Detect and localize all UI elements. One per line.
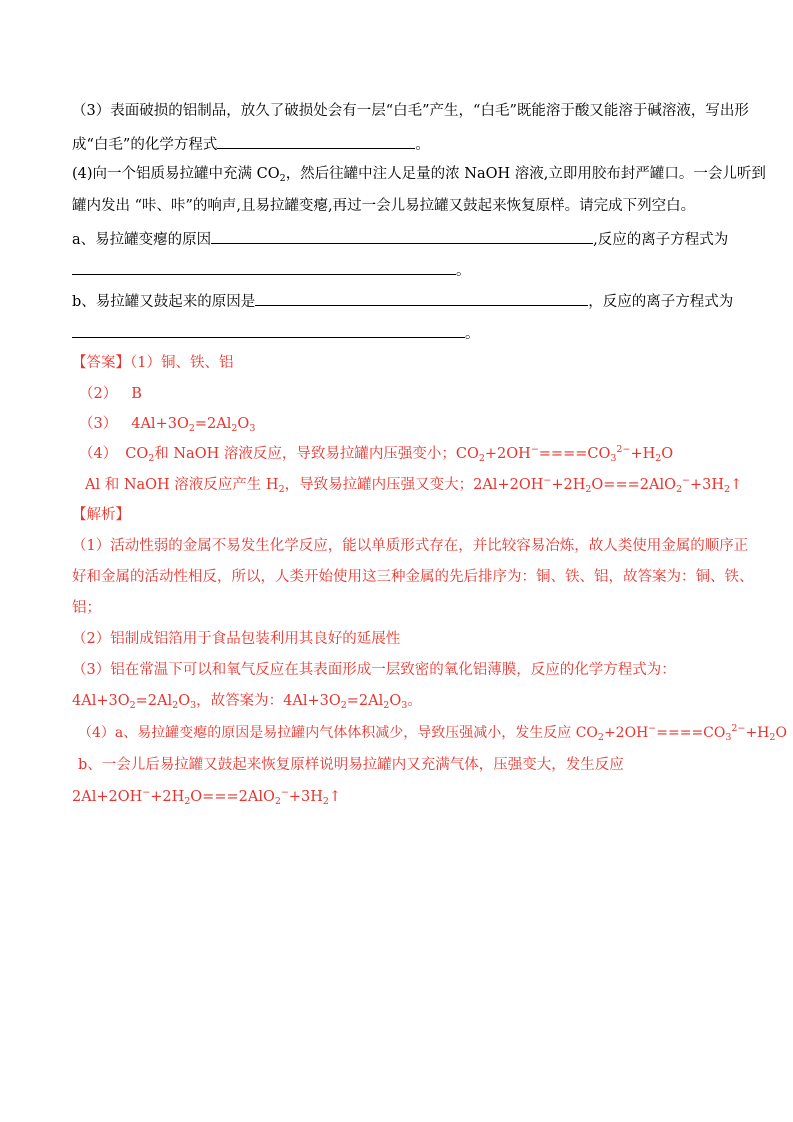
q4-line-1: (4)向一个铝质易拉罐中充满 $CO_2$，然后往罐中注人足量的浓 NaOH 溶液,立即用胶布封严罐口。一会儿听到 [72,166,766,184]
answer-3: （3） $4Al+3O_2=2Al_2O_3$ [79,416,256,434]
q3-line-2: 成“白毛”的化学方程式 。 [72,133,430,155]
q4-line-2: 罐内发出 “咔、咔”的响声,且易拉罐变瘪,再过一会儿易拉罐又鼓起来恢复原样。请完成下列空白。 [72,198,696,214]
analysis-4-line-3: $2Al+2OH^-+2H_2O===2AlO_2^-+3H_2↑$ [72,787,342,807]
q3-answer-blank[interactable] [217,133,415,149]
analysis-1-line-2: 好和金属的活动性相反，所以，人类开始使用这三种金属的先后排序为：铜、铁、铝，故答案为：铜、铁、 [72,569,754,585]
analysis-3-line-1: （3）铝在常温下可以和氧气反应在其表面形成一层致密的氧化铝薄膜，反应的化学方程式为： [72,662,676,678]
qb-line-2: 。 [72,322,480,344]
analysis-header: 【解析】 [72,507,130,523]
qa-reason-blank[interactable] [211,228,593,244]
analysis-1-line-1: （1）活动性弱的金属不易发生化学反应，能以单质形式存在，并比较容易冶炼，故人类使用金属的顺序正 [72,538,749,554]
q3-text: （3）表面破损的铝制品，放久了破损处会有一层“白毛”产生，“白毛”既能溶于酸又能溶于碱溶液，写出形 [72,103,749,119]
qb-equation-blank[interactable] [72,322,465,338]
q3-prompt: 成“白毛”的化学方程式 [72,137,218,153]
qa-line-2: 。 [72,259,471,281]
qb-reason-blank[interactable] [255,290,588,306]
analysis-4-line-1: （4）a、易拉罐变瘪的原因是易拉罐内气体体积减少，导致压强减小，发生反应 $CO_2+2OH^-====CO_3^{2-}+H_2O$ [78,723,787,743]
analysis-2: （2）铝制成铝箔用于食品包装利用其良好的延展性 [72,631,401,647]
analysis-4-line-2: b、一会儿后易拉罐又鼓起来恢复原样说明易拉罐内又充满气体，压强变大，发生反应 [78,757,624,773]
qa-line-1: a、易拉罐变瘪的原因 ,反应的离子方程式为 [72,228,728,250]
analysis-1-line-3: 铝； [72,600,101,616]
answer-4-line-2: Al 和 NaOH 溶液反应产生 $H_2$，导致易拉罐内压强又变大；$2Al+2OH^-+2H_2O===2AlO_2^-+3H_2↑$ [85,475,743,495]
qb-line-1: b、易拉罐又鼓起来的原因是 ，反应的离子方程式为 [72,290,733,312]
qa-equation-blank[interactable] [72,259,456,275]
answer-header: 【答案】（1）铜、铁、铝 [72,355,234,371]
q3-line-1 [72,101,749,121]
analysis-3-line-2: $4Al+3O_2=2Al_2O_3$，故答案为：$4Al+3O_2=2Al_2O_3$。 [72,693,422,711]
answer-4-line-1: （4） $CO_2$和 NaOH 溶液反应，导致易拉罐内压强变小；$CO_2+2OH^-====CO_3^{2-}+H_2O$ [79,444,674,464]
answer-2: （2） B [79,386,142,402]
